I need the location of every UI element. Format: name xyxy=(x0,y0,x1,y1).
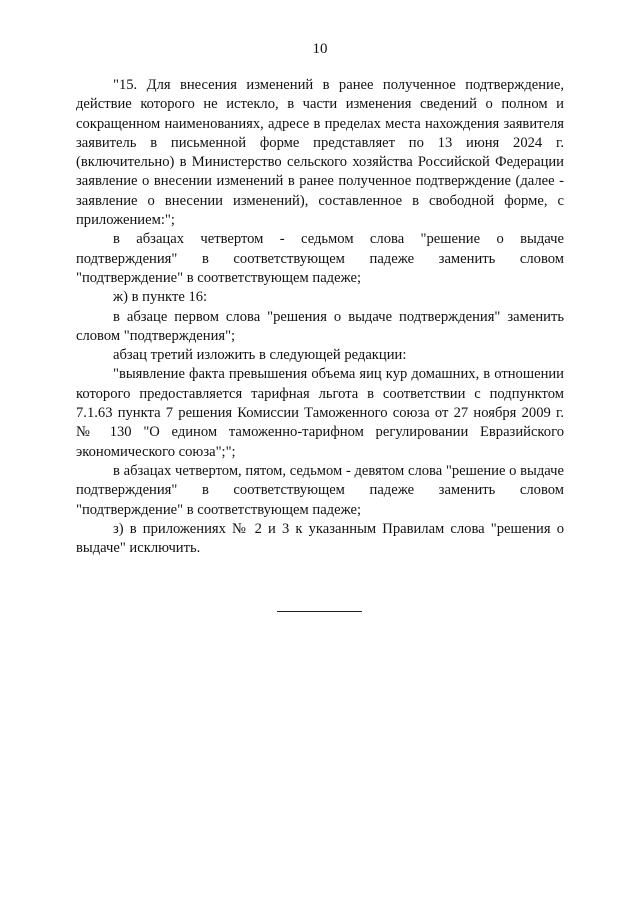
paragraph-amend-abzac-4-5-7-9: в абзацах четвертом, пятом, седьмом - девятом слова "решение о выдаче подтверждения" в соответствующем падеже заменить словом "подтверждение" в соответствующем падеже; xyxy=(76,462,564,518)
paragraph-item-15: "15. Для внесения изменений в ранее полученное подтверждение, действие которого не истекло, в части изменения сведений о полном и сокращенном наименованиях, адресе в пределах места нахождения заявителя заявитель в письменной форме представляет по 13 июня 2024 г. (включительно) в Министерство сельского хозяйства Российской Федерации заявление о внесении изменений в ранее полученное подтверждение (далее - заявление о внесении изменений), составленное в свободной форме, с приложением:"; xyxy=(76,77,564,229)
paragraph-amend-abzac-4-7: в абзацах четвертом - седьмом слова "решение о выдаче подтверждения" в соответствующем падеже заменить словом "подтверждение" в соответствующем падеже; xyxy=(76,231,564,286)
page-number: 10 xyxy=(312,41,328,57)
end-separator-line xyxy=(277,611,362,612)
paragraph-abzac-3-text: "выявление факта превышения объема яиц кур домашних, в отношении которого предоставляется тарифная льгота в соответствии с подпунктом 7.1.63 пункта 7 решения Комиссии Таможенного союза от 27 ноября 2009 г. № 130 "О едином таможенно-тарифном регулировании Евразийского экономического союза";"; xyxy=(76,366,564,460)
paragraph-amend-abzac-1: в абзаце первом слова "решения о выдаче подтверждения" заменить словом "подтверждения"; xyxy=(76,308,564,344)
paragraph-subitem-zh: ж) в пункте 16: xyxy=(113,289,208,306)
document-body xyxy=(76,76,564,558)
paragraph-subitem-z: з) в приложениях № 2 и 3 к указанным Правилам слова "решения о выдаче" исключить. xyxy=(76,520,564,557)
paragraph-abzac-3-intro: абзац третий изложить в следующей редакции: xyxy=(113,347,407,364)
